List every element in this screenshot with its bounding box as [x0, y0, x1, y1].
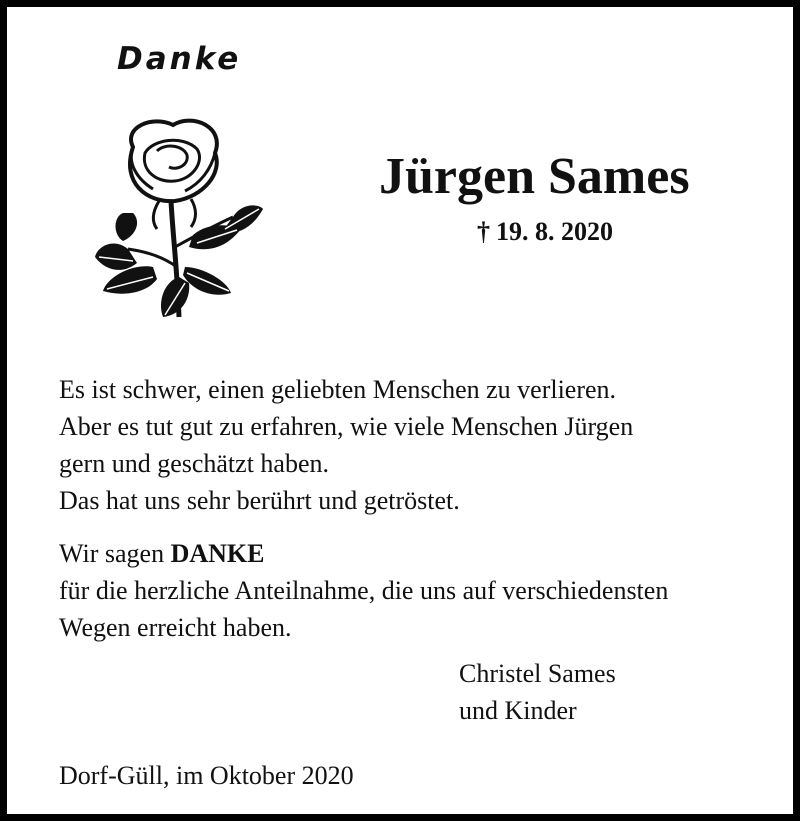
- death-date-line: [477, 217, 613, 247]
- death-date: 19. 8. 2020: [496, 217, 613, 246]
- message-line: Das hat uns sehr berührt und getröstet.: [59, 486, 460, 515]
- message-line: Wegen erreicht haben.: [59, 613, 292, 642]
- place-date: Dorf-Güll, im Oktober 2020: [59, 761, 354, 790]
- thanks-line: [59, 535, 668, 572]
- signature-line: Christel Sames: [459, 659, 616, 688]
- message-paragraph-1: [59, 371, 633, 519]
- message-line: für die herzliche Anteilnahme, die uns auf verschiedensten: [59, 576, 669, 605]
- thanks-prefix: Wir sagen: [59, 539, 171, 568]
- thanks-emphasis: DANKE: [170, 539, 265, 568]
- thanks-heading: Danke: [117, 41, 242, 77]
- signature-line: und Kinder: [459, 696, 577, 725]
- message-line: gern und geschätzt haben.: [59, 449, 330, 478]
- message-line: Es ist schwer, einen geliebten Menschen zu verlieren.: [59, 375, 617, 404]
- deceased-name: Jürgen Sames: [379, 148, 690, 205]
- message-line: Aber es tut gut zu erfahren, wie viele Menschen Jürgen: [59, 412, 634, 441]
- message-paragraph-2: [59, 535, 668, 646]
- rose-icon: [93, 117, 265, 331]
- signature: [459, 655, 616, 729]
- cross-icon: †: [477, 217, 490, 246]
